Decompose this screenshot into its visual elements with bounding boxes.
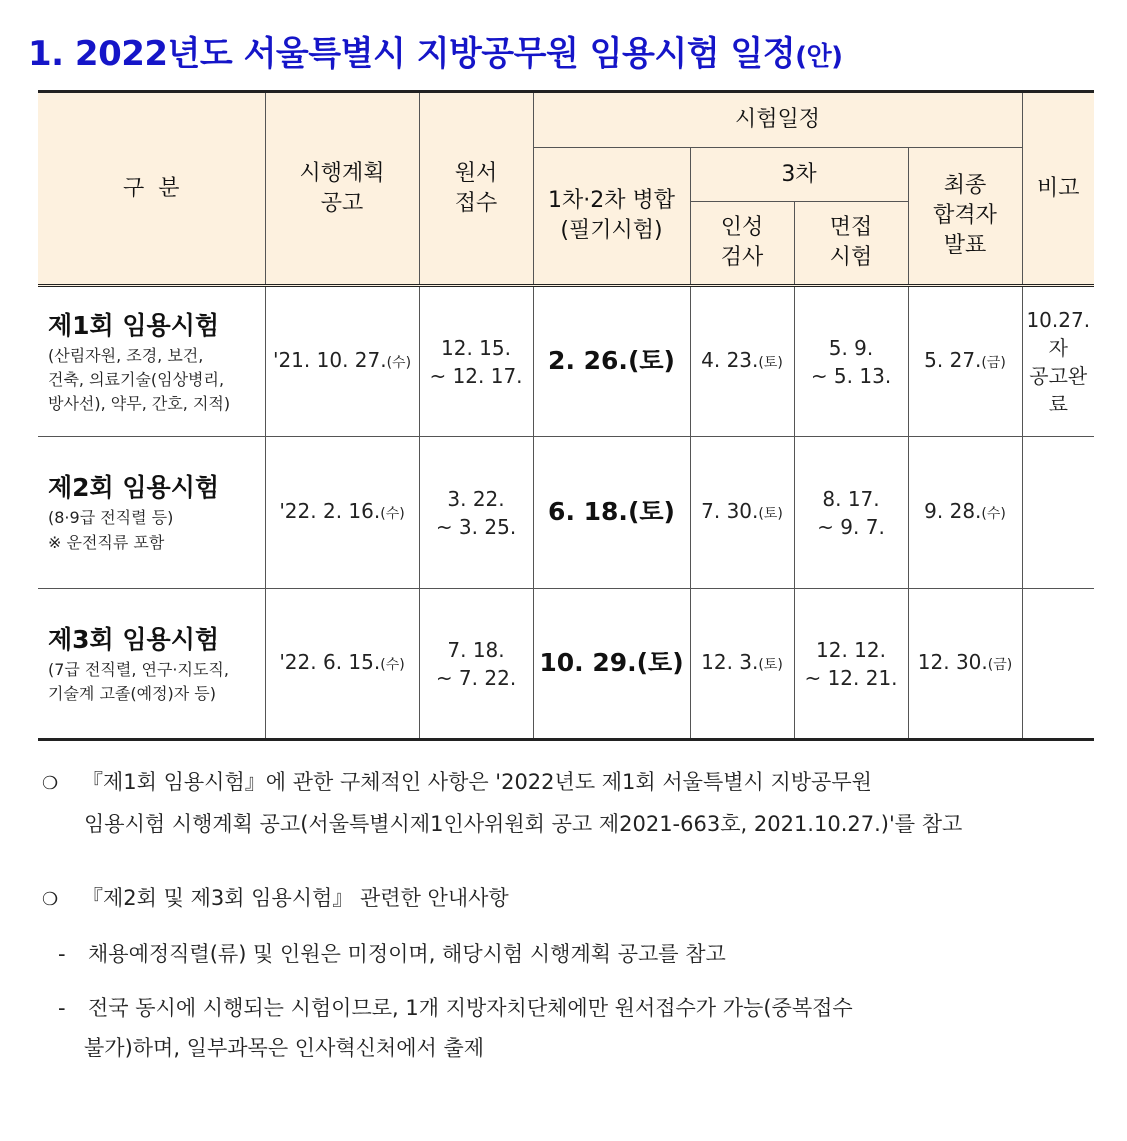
plan-day: (수) — [386, 355, 412, 371]
final-date-cell — [908, 437, 1022, 589]
page-title — [28, 26, 842, 75]
sub-item-2 — [42, 988, 1092, 1028]
table-row — [38, 286, 1094, 437]
plan-date: '21. 10. 27. — [272, 348, 387, 372]
application-period: 7. 18. ~ 7. 22. — [419, 589, 533, 740]
remarks-cell: 10.27.자 공고완료 — [1022, 286, 1094, 437]
header-category: 구 분 — [38, 92, 265, 286]
final-date-cell — [908, 589, 1022, 740]
notes-section — [42, 762, 1092, 1068]
final-day: (금) — [987, 657, 1013, 673]
note-item-2-text: 『제2회 및 제3회 임용시험』 관련한 안내사항 — [82, 886, 509, 910]
plan-date-cell — [265, 589, 419, 740]
row-desc: (산림자원, 조경, 보건, 건축, 의료기술(임상병리, 방사선), 약무, 간호, 지적) — [48, 345, 231, 413]
row-category — [38, 286, 265, 437]
note-item-1-line-1: 『제1회 임용시험』에 관한 구체적인 사항은 '2022년도 제1회 서울특별시 지방공무원 — [82, 770, 872, 794]
interview-period: 8. 17. ~ 9. 7. — [794, 437, 908, 589]
application-period: 12. 15. ~ 12. 17. — [419, 286, 533, 437]
row-desc: (7급 전직렬, 연구·지도직, 기술계 고졸(예정)자 등) — [48, 659, 229, 703]
sub-item-1-text: 채용예정직렬(류) 및 인원은 미정이며, 해당시험 시행계획 공고를 참고 — [88, 942, 726, 966]
application-period: 3. 22. ~ 3. 25. — [419, 437, 533, 589]
remarks-cell — [1022, 589, 1094, 740]
row-title: 제2회 임용시험 — [48, 472, 219, 502]
final-day: (수) — [981, 506, 1006, 522]
exam-day: (토) — [636, 648, 684, 677]
exam-date: 10. 29. — [539, 648, 637, 677]
title-suffix: (안) — [795, 42, 843, 72]
dash-icon: - — [58, 996, 66, 1020]
row-title: 제1회 임용시험 — [48, 310, 219, 340]
exam-date: 2. 26. — [548, 346, 628, 375]
exam-date-cell — [533, 437, 690, 589]
final-date: 12. 30. — [917, 650, 988, 674]
interview-period: 5. 9. ~ 5. 13. — [794, 286, 908, 437]
sub-item-2-line-1: 전국 동시에 시행되는 시험이므로, 1개 지방자치단체에만 원서접수가 가능(중복접수 — [88, 996, 853, 1020]
exam-date-cell — [533, 589, 690, 740]
remarks-cell — [1022, 437, 1094, 589]
header-plan-notice: 시행계획 공고 — [265, 92, 419, 286]
exam-schedule-table — [38, 90, 1094, 741]
exam-day: (토) — [627, 497, 675, 526]
personality-date-cell — [690, 286, 794, 437]
sub-item-1 — [42, 934, 1092, 974]
plan-day: (수) — [380, 657, 405, 673]
personality-date: 4. 23. — [701, 348, 759, 372]
exam-day: (토) — [627, 346, 675, 375]
header-stage-3: 3차 — [690, 148, 908, 202]
exam-date-cell — [533, 286, 690, 437]
header-personality-test: 인성 검사 — [690, 202, 794, 286]
note-item-1 — [42, 762, 1092, 804]
sub-item-2-line-2: 불가)하며, 일부과목은 인사혁신처에서 출제 — [84, 1036, 485, 1060]
header-final-announcement: 최종 합격자 발표 — [908, 148, 1022, 286]
personality-day: (토) — [758, 657, 783, 673]
header-application: 원서 접수 — [419, 92, 533, 286]
row-title: 제3회 임용시험 — [48, 624, 219, 654]
header-stage-1-2: 1차·2차 병합 (필기시험) — [533, 148, 690, 286]
personality-date-cell — [690, 437, 794, 589]
final-day: (금) — [981, 355, 1006, 371]
header-interview: 면접 시험 — [794, 202, 908, 286]
table-row — [38, 589, 1094, 740]
title-main: 1. 2022년도 서울특별시 지방공무원 임용시험 일정 — [28, 34, 796, 74]
header-exam-schedule: 시험일정 — [533, 92, 1022, 148]
personality-date: 7. 30. — [701, 499, 759, 523]
final-date: 9. 28. — [924, 499, 982, 523]
plan-day: (수) — [380, 506, 405, 522]
bullet-circle-icon: ❍ — [42, 889, 59, 910]
interview-period: 12. 12. ~ 12. 21. — [794, 589, 908, 740]
final-date-cell — [908, 286, 1022, 437]
bullet-circle-icon: ❍ — [42, 773, 59, 794]
note-item-2 — [42, 878, 1092, 920]
dash-icon: - — [58, 942, 66, 966]
row-desc: (8·9급 전직렬 등) — [48, 507, 174, 527]
personality-day: (토) — [758, 506, 783, 522]
plan-date-cell — [265, 437, 419, 589]
personality-date-cell — [690, 589, 794, 740]
row-category — [38, 437, 265, 589]
note-item-1-line-2: 임용시험 시행계획 공고(서울특별시제1인사위원회 공고 제2021-663호, 2021.10.27.)'를 참고 — [84, 812, 963, 836]
plan-date: '22. 6. 15. — [279, 650, 381, 674]
final-date: 5. 27. — [924, 348, 982, 372]
row-category — [38, 589, 265, 740]
plan-date: '22. 2. 16. — [279, 499, 381, 523]
table-row — [38, 437, 1094, 589]
plan-date-cell — [265, 286, 419, 437]
personality-day: (토) — [758, 355, 783, 371]
row-note: ※ 운전직류 포함 — [48, 532, 165, 552]
personality-date: 12. 3. — [701, 650, 759, 674]
header-remarks: 비고 — [1022, 92, 1094, 286]
exam-date: 6. 18. — [548, 497, 628, 526]
